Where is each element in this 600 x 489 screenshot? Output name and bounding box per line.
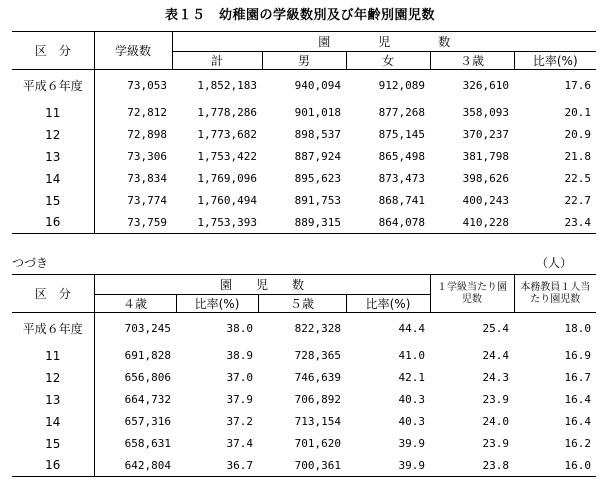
table-row: [12, 433, 596, 455]
cell-ratio: 22.5: [564, 172, 592, 185]
row-year: 15: [45, 436, 61, 451]
cell-age5: 822,328: [294, 322, 341, 336]
cell-ratio5: 40.3: [398, 415, 426, 428]
row-year: 14: [45, 414, 61, 429]
row-year: 平成６年度: [22, 79, 83, 94]
header-per-teacher: 本務教員１人当たり園児数: [514, 275, 596, 313]
cell-male: 887,924: [294, 150, 341, 163]
cell-age4: 703,245: [94, 313, 176, 345]
cell-ratio4: 37.2: [226, 415, 253, 428]
header-female: 女: [346, 52, 430, 70]
cell-per-class: 24.4: [482, 349, 510, 362]
cell-age3: 381,798: [462, 150, 509, 163]
cell-age3: 400,243: [462, 194, 509, 207]
cell-classes: 73,759: [94, 212, 172, 234]
header-male: 男: [262, 52, 346, 70]
cell-per-teacher: 16.4: [564, 393, 592, 406]
cell-ratio4: 38.9: [226, 349, 253, 362]
header-classes: 学級数: [94, 32, 172, 70]
cell-female: 865,498: [378, 150, 425, 163]
cell-female: 912,089: [378, 79, 425, 93]
cell-ratio: 20.9: [564, 128, 592, 141]
table-classes-and-children: [12, 31, 596, 234]
header-age5: ５歳: [258, 295, 346, 313]
cell-total: 1,769,096: [197, 172, 257, 185]
cell-ratio5: 44.4: [398, 322, 426, 336]
cell-male: 940,094: [294, 79, 341, 93]
cell-age4: 664,732: [94, 389, 176, 411]
row-year: 16: [12, 455, 94, 477]
cell-ratio: 23.4: [514, 212, 596, 234]
header-children: 園 児 数: [172, 32, 596, 52]
cell-age5: 728,365: [294, 349, 341, 362]
header-total: 計: [172, 52, 262, 70]
cell-per-teacher: 18.0: [564, 322, 592, 336]
cell-age5: 706,892: [294, 393, 341, 406]
row-year: 13: [45, 149, 61, 164]
row-year: 13: [45, 392, 61, 407]
cell-total: 1,760,494: [197, 194, 257, 207]
cell-ratio5: 41.0: [398, 349, 426, 362]
cell-classes: 73,774: [94, 190, 172, 212]
cell-per-teacher: 16.2: [564, 437, 592, 450]
table-row: [12, 367, 596, 389]
header-age3: ３歳: [430, 52, 514, 70]
cell-female: 875,145: [378, 128, 425, 141]
unit-note: （人）: [536, 256, 573, 270]
table-row: [12, 411, 596, 433]
cell-total: 1,778,286: [197, 106, 257, 119]
cell-age3: 410,228: [430, 212, 514, 234]
row-year: 11: [45, 105, 61, 120]
cell-age5: 701,620: [294, 437, 341, 450]
continued-note: つづき: [12, 256, 49, 270]
row-year: 12: [45, 127, 61, 142]
cell-ratio4: 37.4: [226, 437, 253, 450]
cell-per-class: 24.3: [482, 371, 510, 384]
cell-ratio5: 42.1: [398, 371, 426, 384]
cell-per-class: 24.0: [482, 415, 510, 428]
cell-age3: 358,093: [462, 106, 509, 119]
cell-classes: 73,053: [94, 70, 172, 102]
row-year: 12: [45, 370, 61, 385]
header-age4: ４歳: [94, 295, 176, 313]
page-title: 表１５ 幼稚園の学級数別及び年齢別園児数: [164, 8, 435, 23]
header-ratio4: 比率(%): [176, 295, 258, 313]
cell-male: 891,753: [294, 194, 341, 207]
cell-per-teacher: 16.4: [564, 415, 592, 428]
cell-per-class: 25.4: [482, 322, 510, 336]
cell-male: 898,537: [294, 128, 341, 141]
table-row: [12, 190, 596, 212]
cell-male: 901,018: [294, 106, 341, 119]
header-ratio5: 比率(%): [346, 295, 430, 313]
cell-age4: 657,316: [94, 411, 176, 433]
cell-ratio4: 38.0: [226, 322, 253, 336]
cell-age5: 713,154: [294, 415, 341, 428]
header-ratio: 比率(%): [514, 52, 596, 70]
cell-ratio5: 40.3: [398, 393, 426, 406]
cell-ratio5: 39.9: [398, 437, 426, 450]
cell-ratio4: 36.7: [176, 455, 258, 477]
cell-ratio: 20.1: [564, 106, 592, 119]
header-ward: 区 分: [12, 32, 94, 70]
row-year: 15: [45, 193, 61, 208]
header-per-class: １学級当たり園児数: [430, 275, 514, 313]
cell-age3: 370,237: [462, 128, 509, 141]
cell-male: 889,315: [262, 212, 346, 234]
row-year: 16: [12, 212, 94, 234]
row-year: 14: [45, 171, 61, 186]
cell-age5: 700,361: [258, 455, 346, 477]
cell-age4: 658,631: [94, 433, 176, 455]
table-row: [12, 455, 596, 477]
cell-per-class: 23.9: [482, 393, 510, 406]
cell-age4: 691,828: [94, 345, 176, 367]
table-row: [12, 102, 596, 124]
table-row: [12, 168, 596, 190]
table-row: [12, 124, 596, 146]
cell-per-teacher: 16.9: [564, 349, 592, 362]
cell-ratio4: 37.9: [226, 393, 253, 406]
cell-per-teacher: 16.7: [564, 371, 592, 384]
cell-female: 873,473: [378, 172, 425, 185]
table-row: [12, 389, 596, 411]
cell-classes: 72,898: [94, 124, 172, 146]
cell-total: 1,773,682: [197, 128, 257, 141]
cell-total: 1,852,183: [197, 79, 257, 93]
table-children-by-age: [12, 274, 596, 477]
table-row: [12, 70, 596, 102]
cell-total: 1,753,422: [197, 150, 257, 163]
cell-age3: 326,610: [462, 79, 509, 93]
cell-age4: 656,806: [94, 367, 176, 389]
cell-age3: 398,626: [462, 172, 509, 185]
table-row: [12, 313, 596, 345]
cell-ratio4: 37.0: [226, 371, 253, 384]
table-row: [12, 212, 596, 234]
row-year: 11: [45, 348, 61, 363]
cell-female: 868,741: [378, 194, 425, 207]
cell-classes: 73,834: [94, 168, 172, 190]
cell-ratio: 22.7: [564, 194, 592, 207]
cell-age5: 746,639: [294, 371, 341, 384]
cell-per-teacher: 16.0: [514, 455, 596, 477]
cell-ratio5: 39.9: [346, 455, 430, 477]
header-children: 園 児 数: [94, 275, 430, 295]
table-row: [12, 345, 596, 367]
cell-per-class: 23.9: [482, 437, 510, 450]
cell-classes: 73,306: [94, 146, 172, 168]
cell-female: 864,078: [346, 212, 430, 234]
cell-ratio: 17.6: [564, 79, 592, 93]
cell-age4: 642,804: [94, 455, 176, 477]
cell-classes: 72,812: [94, 102, 172, 124]
cell-total: 1,753,393: [172, 212, 262, 234]
table-row: [12, 146, 596, 168]
row-year: 平成６年度: [22, 322, 83, 337]
cell-per-class: 23.8: [430, 455, 514, 477]
cell-female: 877,268: [378, 106, 425, 119]
header-ward: 区 分: [12, 275, 94, 313]
cell-ratio: 21.8: [564, 150, 592, 163]
cell-male: 895,623: [294, 172, 341, 185]
